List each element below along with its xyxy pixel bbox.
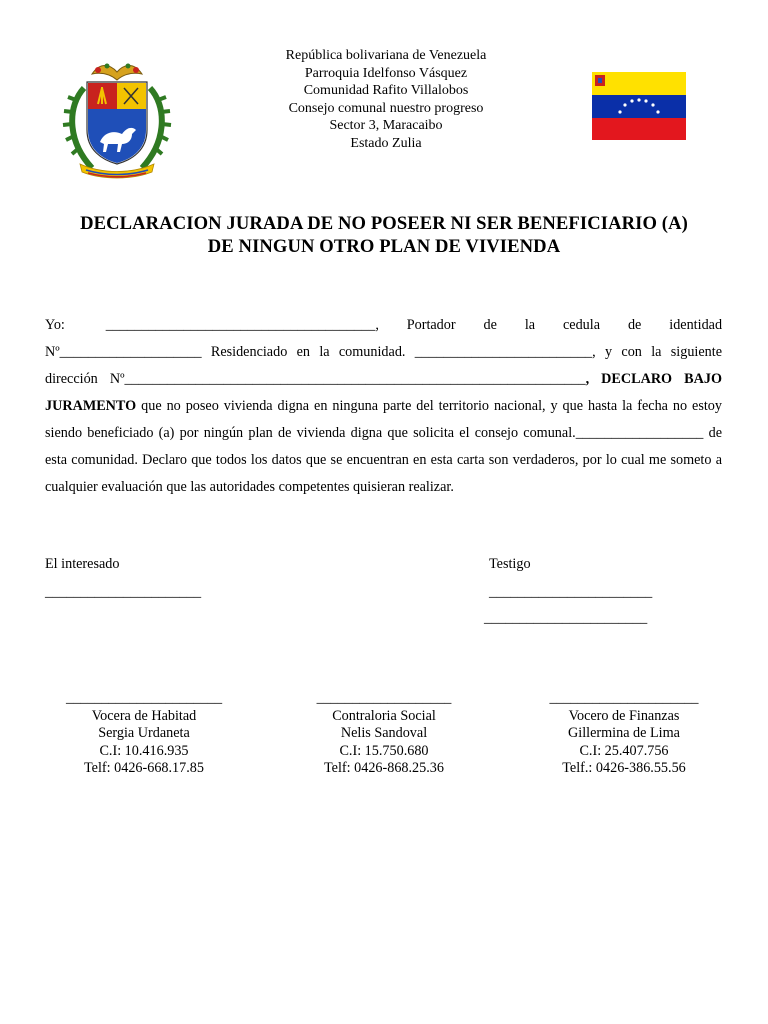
header-line-sector: Sector 3, Maracaibo <box>329 118 443 134</box>
signer-signature-line[interactable]: ______________________ <box>65 690 223 706</box>
council-blank-field[interactable]: __________________ <box>575 425 704 441</box>
signer-name: Sergia Urdaneta <box>98 725 190 741</box>
signer-name: Nelis Sandoval <box>340 725 428 741</box>
signer-phone: Telf: 0426-868.25.36 <box>324 760 444 776</box>
venezuela-flag-icon <box>592 72 686 140</box>
address-blank-field[interactable]: _________________________________________________________________ <box>124 371 586 387</box>
interesado-label: El interesado <box>45 556 120 572</box>
testigo-signature-line-1[interactable]: _______________________ <box>489 584 653 600</box>
signer-block-contraloria <box>300 690 468 778</box>
declaration-paragraph: Yo: ______________________________________, Portador de la cedula de identidad Nº____________________ Residenciado en la comunidad. _________________________, y con la siguiente dirección Nº_________________________________________________________________, DECLARO BAJO JURAMENTO que no poseo vivienda digna en ninguna parte del territorio nacional, y que hasta la fecha no estoy siendo beneficiado (a) por ningún plan de vivienda digna que solicita el consejo comunal.__________________ de esta comunidad. Declaro que todos los datos que se encuentran en esta carta son verdaderos, por lo cual me someto a cualquier evaluación que las autoridades competentes quisieran realizar. <box>45 317 723 495</box>
signer-ci: C.I: 15.750.680 <box>339 742 429 759</box>
interesado-signature-line[interactable]: ______________________ <box>45 584 202 600</box>
testigo-signature-line-2[interactable]: _______________________ <box>484 610 648 626</box>
testigo-label: Testigo <box>489 556 531 572</box>
header-line-parish: Parroquia Idelfonso Vásquez <box>304 65 468 81</box>
signer-role: Vocero de Finanzas <box>568 707 680 724</box>
coat-of-arms-icon <box>62 60 172 180</box>
direccion-label: dirección Nº <box>45 371 125 387</box>
signer-phone: Telf.: 0426-386.55.56 <box>562 760 686 776</box>
title-line-1: DECLARACION JURADA DE NO POSEER NI SER BENEFICIARIO (A) <box>80 213 688 234</box>
signer-signature-line[interactable]: _____________________ <box>549 690 699 706</box>
community-blank-field[interactable]: _________________________ <box>414 344 593 360</box>
signer-role: Vocera de Habitad <box>91 707 197 724</box>
residenciado-text: Residenciado en la comunidad. <box>210 344 406 360</box>
title-line-2: DE NINGUN OTRO PLAN DE VIVIENDA <box>207 236 561 257</box>
signer-role: Contraloria Social <box>332 707 436 724</box>
header-line-council: Consejo comunal nuestro progreso <box>288 100 484 116</box>
header-line-state: Estado Zulia <box>350 135 422 151</box>
nro-label: Nº <box>45 344 60 360</box>
name-blank-field[interactable]: ______________________________________ <box>105 317 376 333</box>
declaration-text-1: que no poseo vivienda digna en ninguna parte del territorio nacional, y que hasta la fecha no estoy siendo beneficiado (a) por ningún plan de vivienda digna que solicita el consejo comunal. <box>45 398 722 441</box>
document-title <box>30 212 738 258</box>
signer-signature-line[interactable]: ___________________ <box>316 690 452 706</box>
signer-ci: C.I: 10.416.935 <box>99 742 189 759</box>
header-line-community: Comunidad Rafito Villalobos <box>303 83 469 99</box>
id-number-blank-field[interactable]: ____________________ <box>59 344 202 360</box>
signer-ci: C.I: 25.407.756 <box>579 742 669 759</box>
header-line-country: República bolivariana de Venezuela <box>285 48 487 63</box>
signer-block-finanzas <box>538 690 710 778</box>
signer-phone: Telf: 0426-668.17.85 <box>84 760 204 776</box>
declaration-body <box>45 312 722 501</box>
yo-label: Yo: <box>45 317 65 333</box>
declaro-bajo-juramento: , DECLARO BAJO JURAMENTO <box>45 371 722 414</box>
portador-text: Portador de la cedula de identidad <box>406 317 723 333</box>
signer-name: Gillermina de Lima <box>568 725 680 741</box>
document-header <box>200 47 572 153</box>
declaration-text-2: de esta comunidad. Declaro que todos los datos que se encuentran en esta carta son verdaderos, por lo cual me someto a cualquier evaluación que las autoridades competentes quisieran realizar. <box>45 425 722 495</box>
siguiente-text: , y con la siguiente <box>592 344 723 360</box>
signer-block-habitad <box>60 690 228 778</box>
